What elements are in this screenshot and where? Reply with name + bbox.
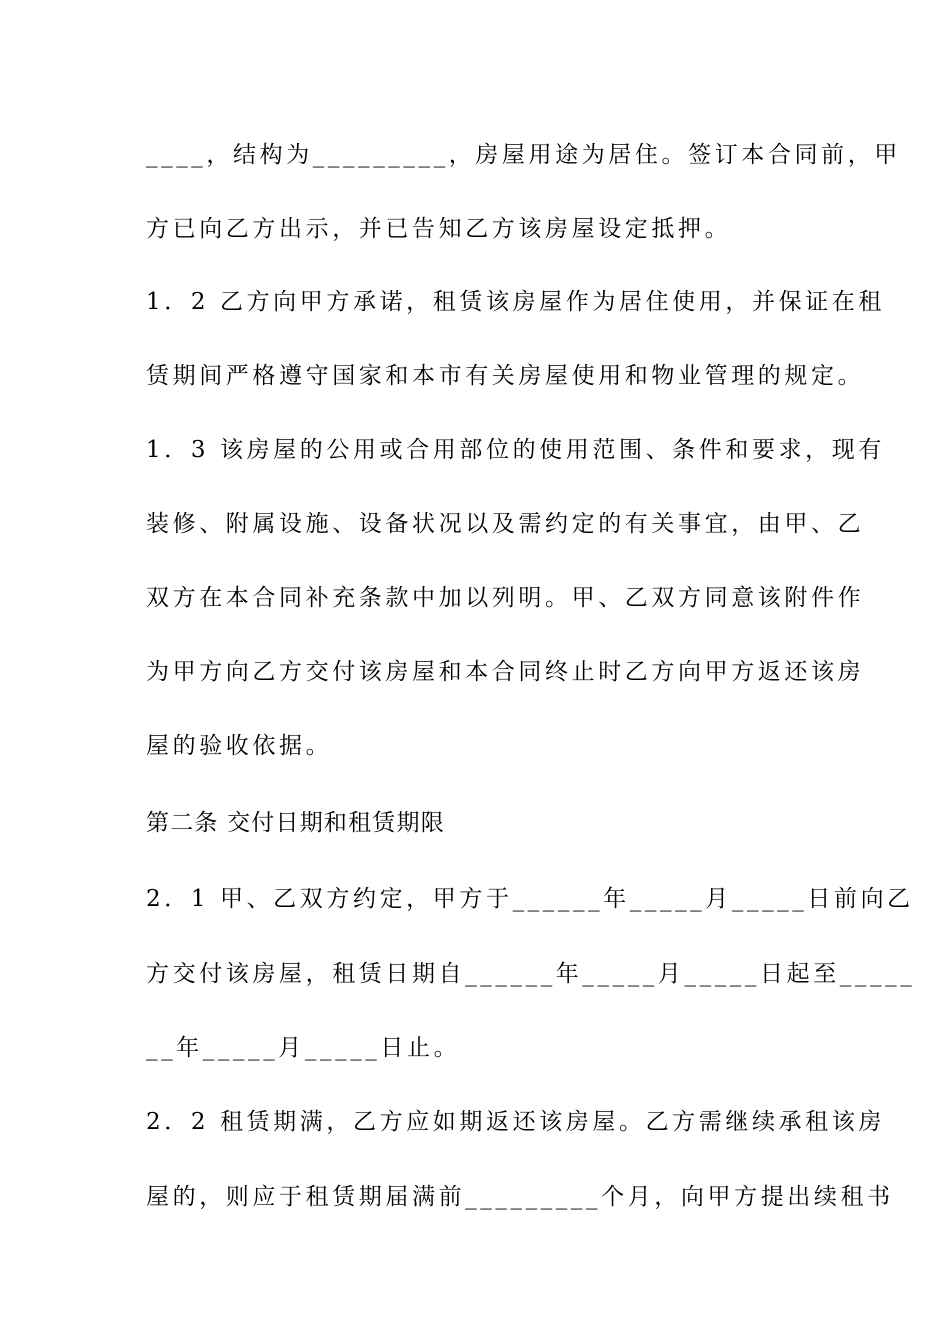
- text-line-7: 双方在本合同补充条款中加以列明。甲、乙双方同意该附件作: [146, 585, 865, 611]
- text-line-12: 方交付该房屋，租赁日期自______年_____月_____日起至_____: [146, 961, 916, 987]
- text-line-3: 1．2 乙方向甲方承诺，租赁该房屋作为居住使用，并保证在租: [146, 289, 885, 315]
- text-line-6: 装修、附属设施、设备状况以及需约定的有关事宜，由甲、乙: [146, 511, 865, 537]
- text-line-14: 2．2 租赁期满，乙方应如期返还该房屋。乙方需继续承租该房: [146, 1109, 885, 1135]
- text-line-15: 屋的，则应于租赁期届满前_________个月，向甲方提出续租书: [146, 1184, 894, 1210]
- section-heading: 第二条 交付日期和租赁期限: [146, 810, 445, 836]
- text-line-4: 赁期间严格遵守国家和本市有关房屋使用和物业管理的规定。: [146, 363, 865, 389]
- text-line-13: __年_____月_____日止。: [146, 1035, 461, 1061]
- text-line-11: 2．1 甲、乙双方约定，甲方于______年_____月_____日前向乙: [146, 886, 914, 912]
- text-line-8: 为甲方向乙方交付该房屋和本合同终止时乙方向甲方返还该房: [146, 659, 865, 685]
- text-line-1: ____，结构为_________，房屋用途为居住。签订本合同前，甲: [146, 142, 901, 168]
- text-line-2: 方已向乙方出示，并已告知乙方该房屋设定抵押。: [146, 216, 732, 242]
- text-line-9: 屋的验收依据。: [146, 733, 333, 759]
- text-line-5: 1．3 该房屋的公用或合用部位的使用范围、条件和要求，现有: [146, 437, 885, 463]
